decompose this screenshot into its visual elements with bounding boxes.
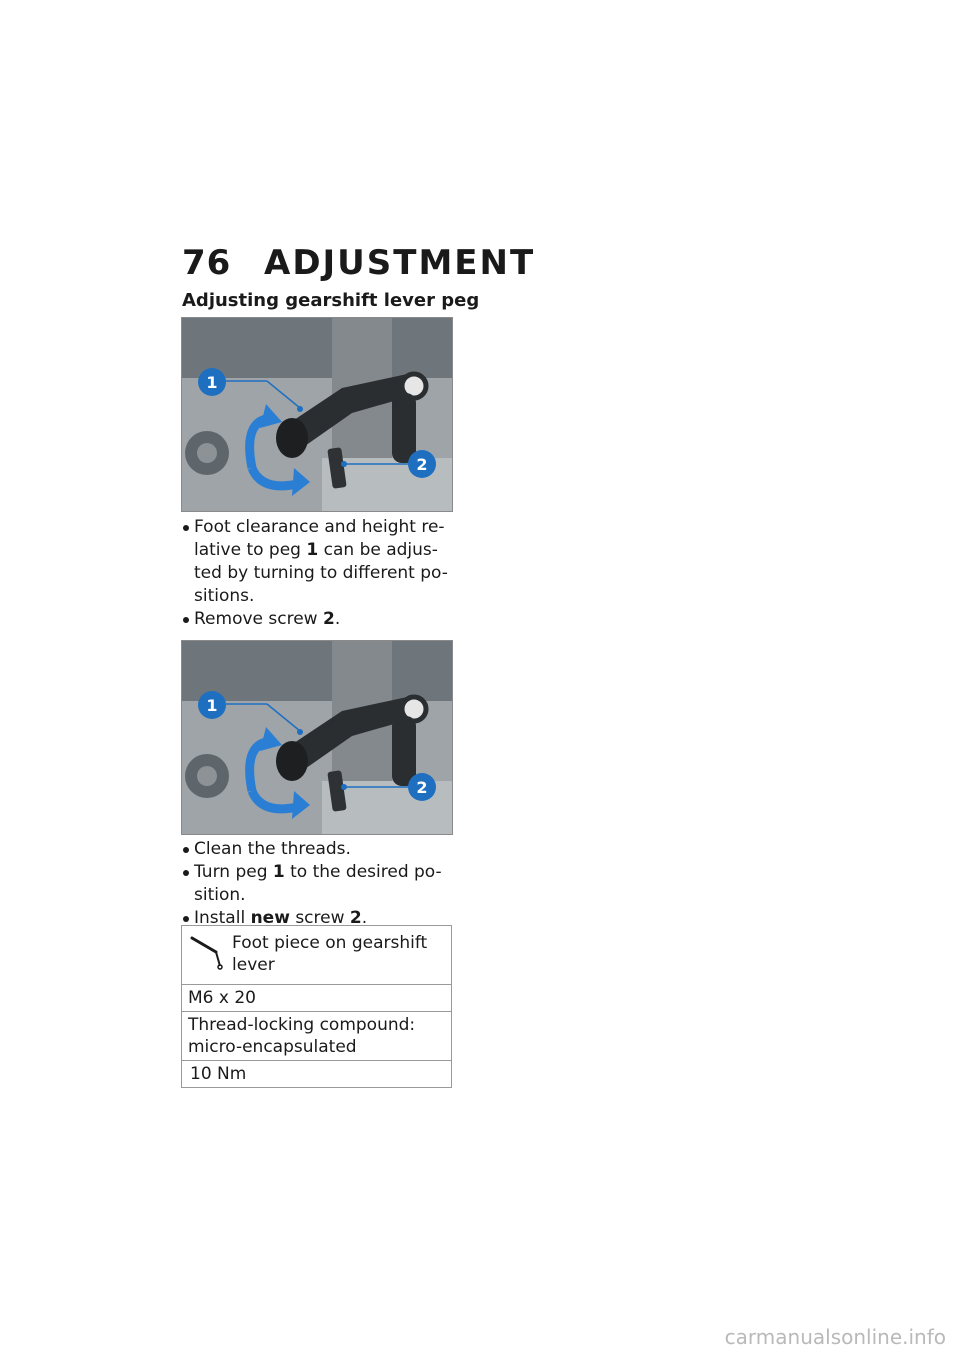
callout-2-label: 2	[416, 778, 428, 797]
list-item: Install new screw 2.	[182, 907, 452, 930]
page-header	[182, 238, 535, 288]
section-title: ADJUSTMENT	[264, 243, 536, 283]
callout-1-label: 1	[206, 373, 218, 392]
steps-list-2	[182, 838, 452, 930]
subheading: Adjusting gearshift lever peg	[182, 290, 480, 311]
list-item: Foot clearance and height re-lative to peg 1 can be adjus-ted by turning to different po-sitions.	[182, 516, 452, 608]
spec-title: Foot piece on gearshift lever	[232, 933, 428, 975]
torque-wrench-icon	[182, 926, 230, 984]
callout-2-label: 2	[416, 455, 428, 474]
figure-gearshift-peg-1	[181, 317, 453, 512]
steps-list-1	[182, 516, 452, 631]
list-item: Turn peg 1 to the desired po-sition.	[182, 861, 452, 907]
list-item: Remove screw 2.	[182, 608, 452, 631]
watermark: carmanualsonline.info	[724, 1325, 946, 1349]
spec-row-screw-size: M6 x 20	[182, 985, 451, 1012]
spec-row-compound: Thread-locking compound: micro-encapsulated	[182, 1012, 451, 1061]
page-number: 76	[182, 243, 232, 283]
spec-header	[182, 926, 451, 985]
figure-gearshift-peg-2	[181, 640, 453, 835]
torque-spec-table	[181, 925, 452, 1088]
callout-1-label: 1	[206, 696, 218, 715]
list-item: Clean the threads.	[182, 838, 452, 861]
spec-row-torque: 10 Nm	[190, 1064, 247, 1084]
